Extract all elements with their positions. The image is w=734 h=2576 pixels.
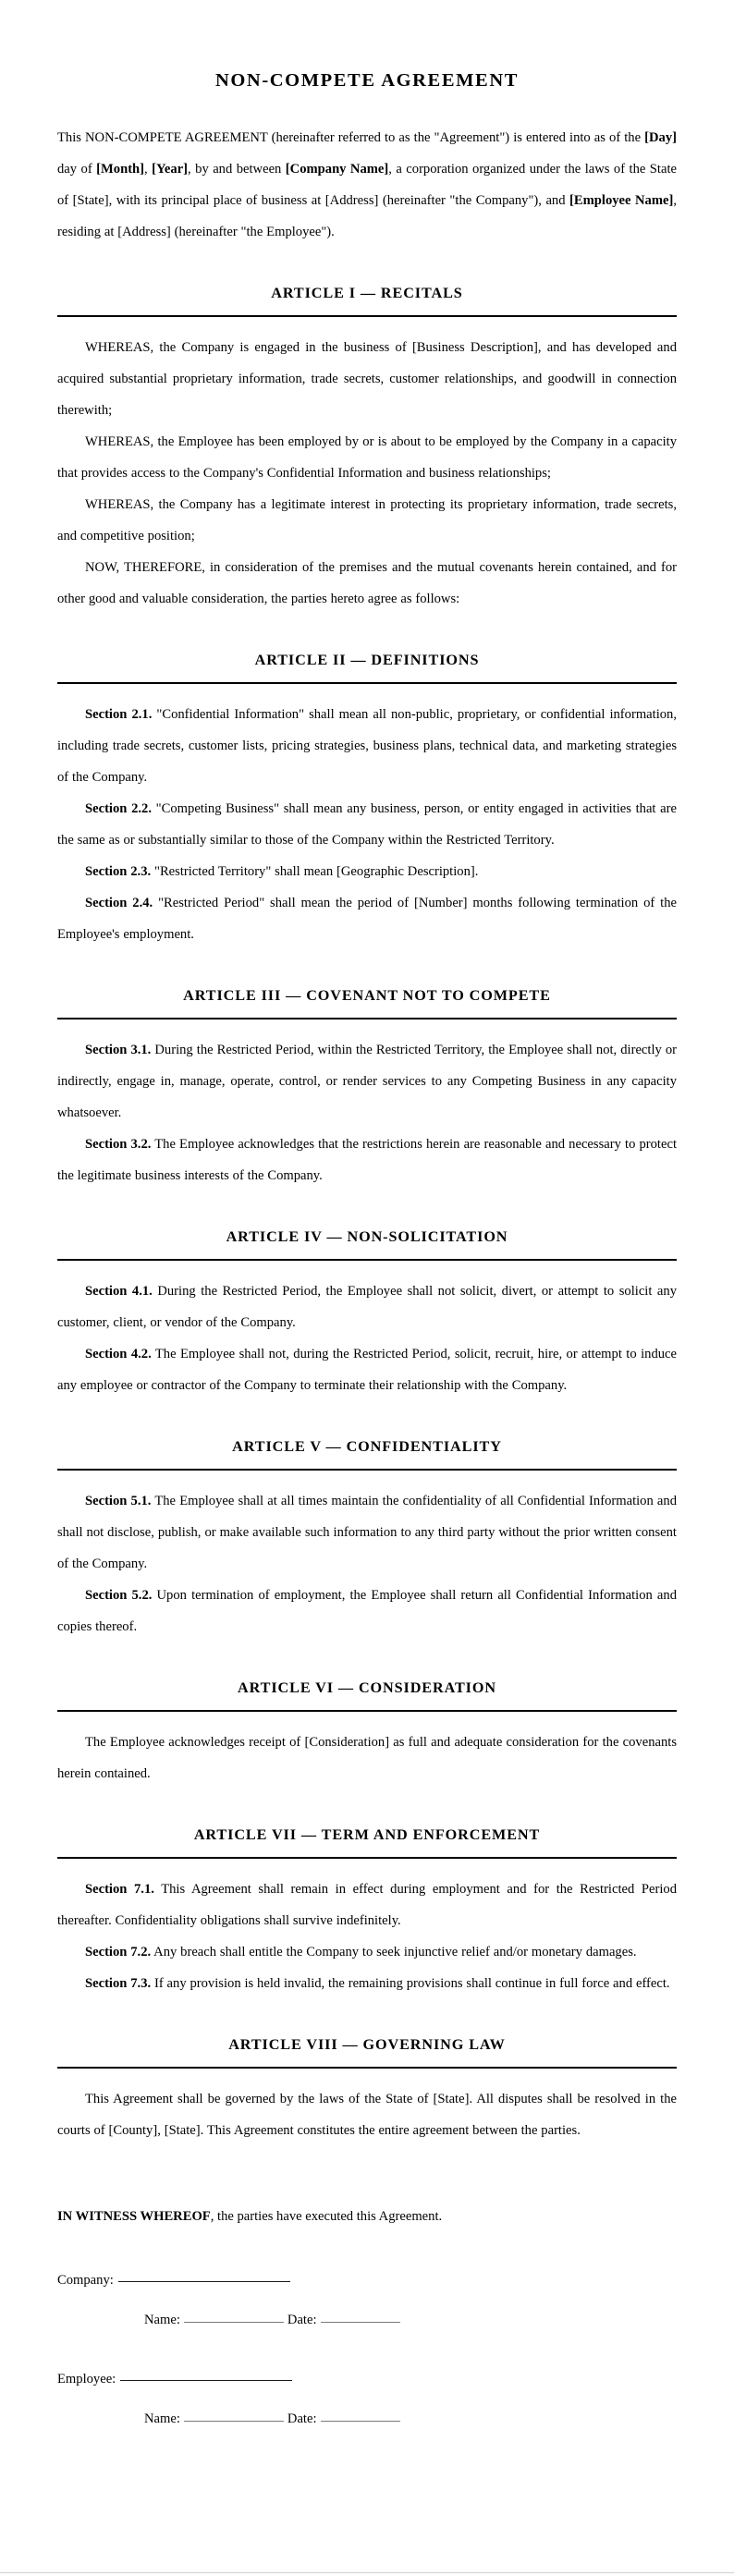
section-label: Section 3.2. xyxy=(85,1137,152,1152)
section-label: Section 4.1. xyxy=(85,1284,153,1299)
witness-rest: , the parties have executed this Agreement. xyxy=(210,2209,443,2224)
article-paragraph xyxy=(57,332,677,426)
witness-lead: IN WITNESS WHEREOF xyxy=(57,2209,211,2224)
article-heading: ARTICLE II — DEFINITIONS xyxy=(254,652,480,668)
article-section xyxy=(57,1679,677,1789)
section-label: Section 2.4. xyxy=(85,896,153,910)
witness-statement xyxy=(57,2204,677,2230)
article-divider xyxy=(57,1710,677,1712)
article-paragraph xyxy=(57,2083,677,2146)
section-label: Section 5.1. xyxy=(85,1494,152,1508)
intro-placeholder-9: [Employee Name] xyxy=(569,193,674,208)
intro-placeholder-1: [Day] xyxy=(644,130,677,145)
company-name-date-row xyxy=(57,2307,677,2334)
article-paragraph xyxy=(57,1580,677,1642)
section-text: "Restricted Period" shall mean the period of [Number] months following termination of the Employee's employment. xyxy=(57,896,677,942)
intro-text-8: , a corporation organized under the laws of the State of [State], with its principal place of business at [Address] (hereinafter "the Company"), and xyxy=(57,162,677,208)
section-text: "Competing Business" shall mean any business, person, or entity engaged in activities that are the same as or substantially similar to those of the Company within the Restricted Territory. xyxy=(57,801,677,848)
article-section xyxy=(57,1826,677,1999)
witness-block xyxy=(57,2204,677,2230)
employee-name-field[interactable] xyxy=(184,2421,284,2422)
article-heading: ARTICLE V — CONFIDENTIALITY xyxy=(232,1438,502,1455)
company-signature-label: Company: xyxy=(57,2273,114,2289)
article-section xyxy=(57,285,677,615)
article-paragraph xyxy=(57,887,677,950)
section-label: Section 7.2. xyxy=(85,1945,152,1959)
intro-text-10: , residing at [Address] (hereinafter "the Employee"). xyxy=(57,193,677,239)
company-signature-line[interactable] xyxy=(118,2281,290,2282)
article-paragraph xyxy=(57,1034,677,1129)
intro-paragraph xyxy=(57,122,677,248)
article-paragraph xyxy=(57,1968,677,1999)
section-label: Section 7.3. xyxy=(85,1976,152,1991)
employee-date-field[interactable] xyxy=(321,2421,400,2422)
article-paragraph xyxy=(57,856,677,887)
section-text: The Employee shall at all times maintain the confidentiality of all Confidential Information and shall not disclose, publish, or make available such information to any third party without the prior written consent of the Company. xyxy=(57,1494,677,1571)
section-text: The Employee acknowledges receipt of [Consideration] as full and adequate consideration for the covenants herein contained. xyxy=(57,1735,677,1781)
section-label: Section 7.1. xyxy=(85,1882,154,1897)
section-label: Section 2.2. xyxy=(85,801,152,816)
article-paragraph xyxy=(57,1485,677,1580)
article-divider xyxy=(57,315,677,317)
employee-name-date-row xyxy=(57,2406,677,2433)
section-text: Upon termination of employment, the Employee shall return all Confidential Information and copies thereof. xyxy=(57,1588,677,1634)
section-text: WHEREAS, the Employee has been employed by or is about to be employed by the Company in a capacity that provides access to the Company's Confidential Information and business relationships; xyxy=(57,434,677,481)
employee-signature-label: Employee: xyxy=(57,2371,116,2387)
section-text: WHEREAS, the Company has a legitimate interest in protecting its proprietary information, trade secrets, and competitive position; xyxy=(57,497,677,543)
section-text: The Employee acknowledges that the restrictions herein are reasonable and necessary to protect the legitimate business interests of the Company. xyxy=(57,1137,677,1183)
intro-placeholder-3: [Month] xyxy=(96,162,145,177)
section-text: This Agreement shall be governed by the laws of the State of [State]. All disputes shall be resolved in the courts of [County], [State]. This Agreement constitutes the entire agreement between the parties. xyxy=(57,2092,677,2138)
article-paragraph xyxy=(57,552,677,615)
article-paragraph xyxy=(57,489,677,552)
article-heading: ARTICLE III — COVENANT NOT TO COMPETE xyxy=(183,987,551,1004)
article-divider xyxy=(57,682,677,684)
article-paragraph xyxy=(57,1874,677,1936)
section-label: Section 3.1. xyxy=(85,1043,152,1057)
page-title: NON-COMPETE AGREEMENT xyxy=(214,70,520,91)
article-paragraph xyxy=(57,1129,677,1191)
intro-text-6: , by and between xyxy=(188,162,286,177)
section-label: Section 2.3. xyxy=(85,864,152,879)
intro-paragraph-block xyxy=(57,122,677,248)
intro-placeholder-5: [Year] xyxy=(152,162,189,177)
section-text: The Employee shall not, during the Restricted Period, solicit, recruit, hire, or attempt to induce any employee or contractor of the Company to terminate their relationship with the Company. xyxy=(57,1347,677,1393)
article-paragraph xyxy=(57,1727,677,1789)
intro-text-0: This NON-COMPETE AGREEMENT (hereinafter referred to as the "Agreement") is entered into as of the xyxy=(57,130,645,145)
page-footer-divider xyxy=(0,2572,734,2573)
employee-signature-line[interactable] xyxy=(120,2380,292,2381)
employee-name-label: Name: xyxy=(144,2411,180,2426)
signature-block xyxy=(57,2267,677,2433)
section-label: Section 2.1. xyxy=(85,707,153,722)
article-divider xyxy=(57,2067,677,2069)
section-text: "Restricted Territory" shall mean [Geographic Description]. xyxy=(151,864,479,879)
article-section xyxy=(57,652,677,950)
section-text: NOW, THEREFORE, in consideration of the premises and the mutual covenants herein contained, and for other good and valuable consideration, the parties hereto agree as follows: xyxy=(57,560,677,606)
article-paragraph xyxy=(57,793,677,856)
section-text: During the Restricted Period, the Employee shall not solicit, divert, or attempt to solicit any customer, client, or vendor of the Company. xyxy=(57,1284,677,1330)
article-heading: ARTICLE I — RECITALS xyxy=(271,285,463,301)
article-heading: ARTICLE VI — CONSIDERATION xyxy=(238,1679,496,1696)
section-text: During the Restricted Period, within the Restricted Territory, the Employee shall not, directly or indirectly, engage in, manage, operate, control, or render services to any Competing Business in any capacity whatsoever. xyxy=(57,1043,678,1120)
article-paragraph xyxy=(57,1276,677,1338)
article-divider xyxy=(57,1259,677,1261)
intro-text-4: , xyxy=(144,162,153,177)
article-heading: ARTICLE VII — TERM AND ENFORCEMENT xyxy=(193,1826,541,1843)
section-text: This Agreement shall remain in effect during employment and for the Restricted Period thereafter. Confidentiality obligations shall survive indefinitely. xyxy=(57,1882,677,1928)
section-text: Any breach shall entitle the Company to seek injunctive relief and/or monetary damages. xyxy=(151,1945,637,1959)
article-section xyxy=(57,1228,677,1401)
company-signature-row xyxy=(57,2267,677,2294)
article-section xyxy=(57,2036,677,2146)
article-divider xyxy=(57,1857,677,1859)
intro-text-2: day of xyxy=(57,162,97,177)
section-text: WHEREAS, the Company is engaged in the business of [Business Description], and has developed and acquired substantial proprietary information, trade secrets, customer relationships, and goodwill in connection therewith; xyxy=(57,340,677,418)
company-name-label: Name: xyxy=(144,2313,180,2328)
articles-container xyxy=(57,285,677,2146)
company-date-field[interactable] xyxy=(321,2322,400,2323)
section-text: "Confidential Information" shall mean all non-public, proprietary, or confidential information, including trade secrets, customer lists, pricing strategies, business plans, technical data, and marketing strategies of the Company. xyxy=(57,707,677,785)
intro-placeholder-7: [Company Name] xyxy=(285,162,389,177)
article-divider xyxy=(57,1018,677,1019)
employee-date-label: Date: xyxy=(287,2411,317,2426)
article-paragraph xyxy=(57,426,677,489)
company-date-label: Date: xyxy=(287,2313,317,2328)
article-section xyxy=(57,987,677,1191)
company-name-field[interactable] xyxy=(184,2322,284,2323)
section-label: Section 5.2. xyxy=(85,1588,153,1603)
article-heading: ARTICLE IV — NON-SOLICITATION xyxy=(226,1228,508,1245)
section-label: Section 4.2. xyxy=(85,1347,152,1361)
article-paragraph xyxy=(57,1936,677,1968)
article-divider xyxy=(57,1469,677,1471)
employee-signature-row xyxy=(57,2366,677,2393)
section-text: If any provision is held invalid, the remaining provisions shall continue in full force and effect. xyxy=(151,1976,670,1991)
article-paragraph xyxy=(57,1338,677,1401)
article-section xyxy=(57,1438,677,1642)
article-paragraph xyxy=(57,699,677,793)
article-heading: ARTICLE VIII — GOVERNING LAW xyxy=(228,2036,506,2053)
